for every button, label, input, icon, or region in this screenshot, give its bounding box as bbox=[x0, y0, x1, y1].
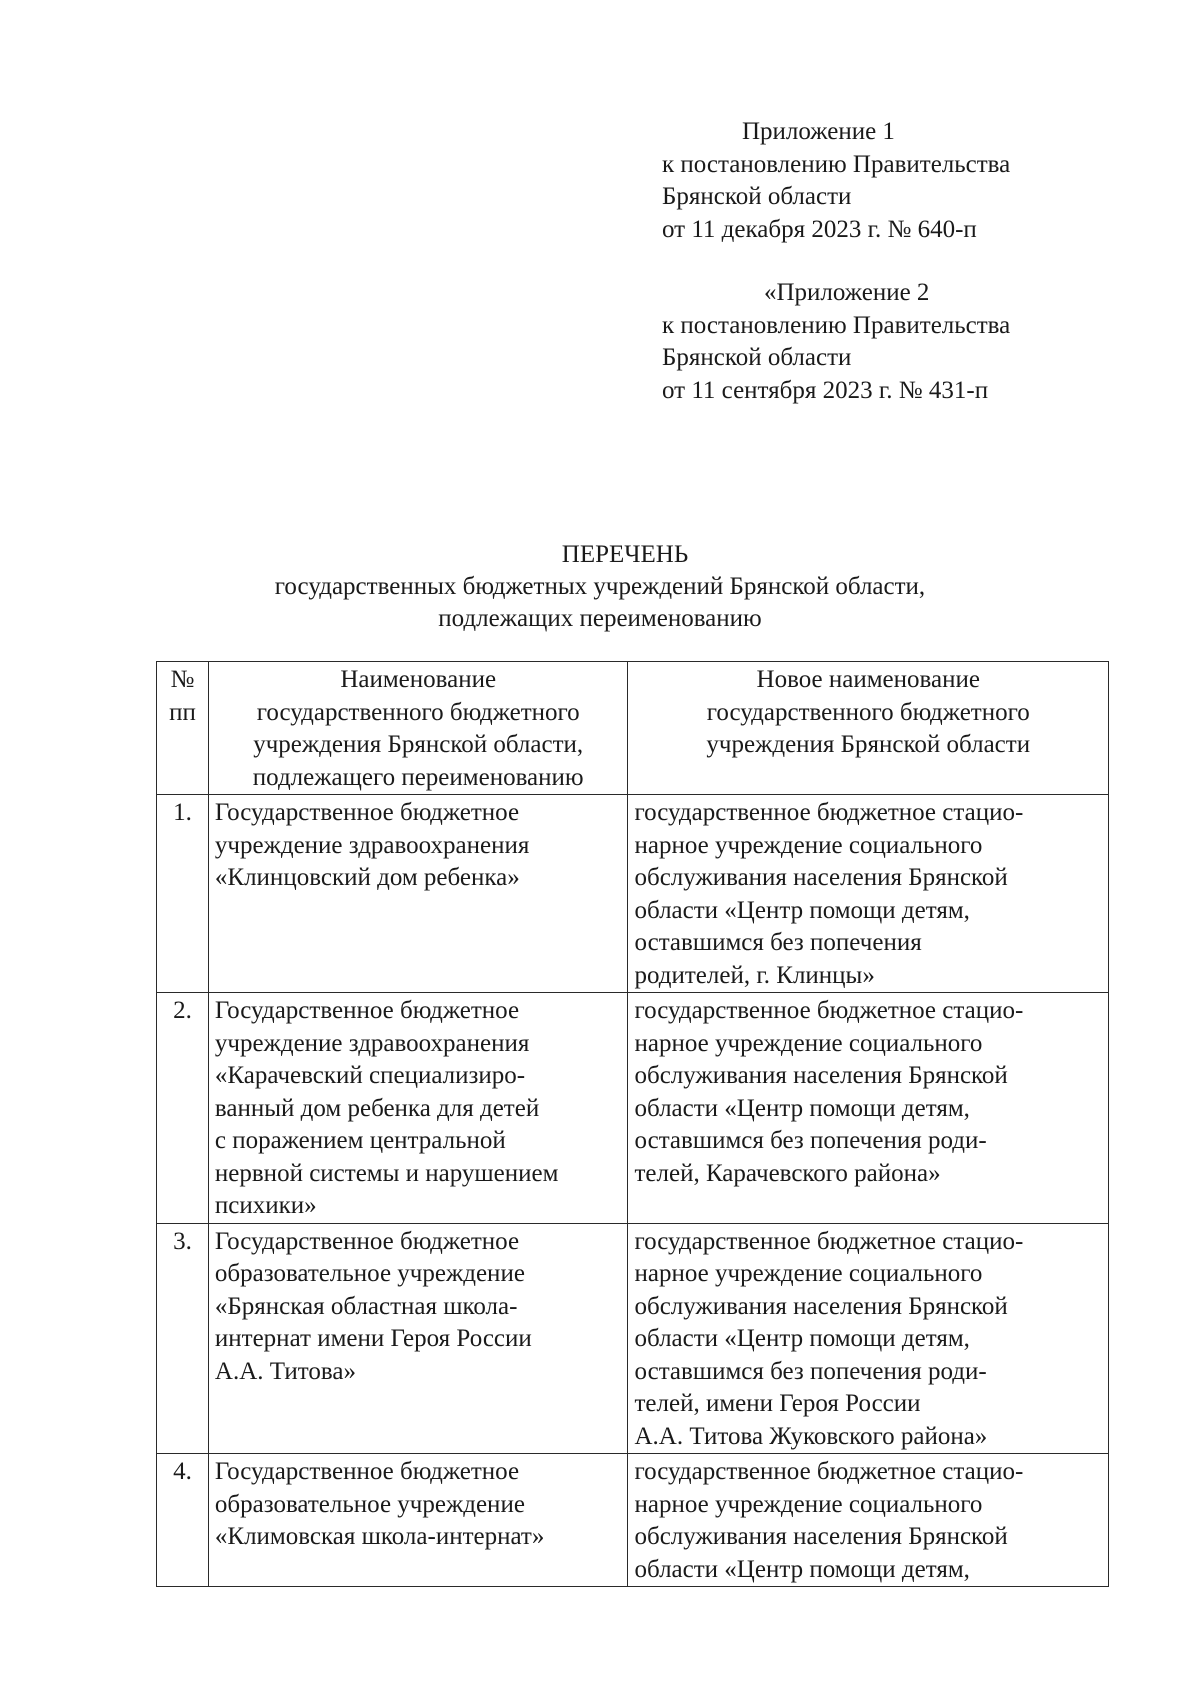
new-name-line: нарное учреждение социального bbox=[634, 1490, 983, 1518]
new-name-cell bbox=[628, 1223, 1109, 1454]
old-name-line: учреждение здравоохранения bbox=[214, 831, 530, 859]
appendix-2-line: Брянской области bbox=[662, 344, 852, 371]
old-name-line: с поражением центральной bbox=[214, 1127, 506, 1154]
new-name-line: обслуживания населения Брянской bbox=[634, 1292, 1008, 1320]
appendix-2-heading: «Приложение 2 bbox=[764, 279, 930, 306]
new-name-line: области «Центр помощи детям, bbox=[634, 1555, 970, 1583]
new-name-line: области «Центр помощи детям, bbox=[634, 1094, 970, 1122]
table-row bbox=[157, 993, 1109, 1224]
old-name-line: образовательное учреждение bbox=[214, 1490, 525, 1518]
appendix-2-block bbox=[662, 277, 1010, 407]
new-name-line: области «Центр помощи детям, bbox=[634, 896, 970, 924]
new-name-line: А.А. Титова Жуковского района» bbox=[634, 1422, 988, 1450]
header-old-name bbox=[208, 662, 628, 795]
row-number: 4. bbox=[157, 1454, 209, 1587]
old-name-line: нервной системы и нарушением bbox=[214, 1159, 559, 1187]
header-new-name-line: Новое наименование bbox=[756, 666, 980, 693]
table-row bbox=[157, 1223, 1109, 1454]
new-name-line: обслуживания населения Брянской bbox=[634, 1523, 1008, 1550]
old-name-line: психики» bbox=[214, 1192, 317, 1219]
document-subtitle-line: государственных бюджетных учреждений Брянской области, bbox=[274, 573, 926, 600]
header-old-name-line: учреждения Брянской области, bbox=[253, 731, 584, 758]
document-title-block bbox=[0, 539, 1200, 635]
new-name-line: нарное учреждение социального bbox=[634, 831, 983, 859]
old-name-line: «Брянская областная школа- bbox=[214, 1292, 518, 1320]
header-new-name bbox=[628, 662, 1109, 795]
old-name-line: ванный дом ребенка для детей bbox=[214, 1094, 540, 1122]
table-row bbox=[157, 1454, 1109, 1587]
new-name-line: телей, имени Героя России bbox=[634, 1390, 921, 1417]
header-num bbox=[157, 662, 209, 795]
new-name-line: обслуживания населения Брянской bbox=[634, 1062, 1008, 1089]
old-name-cell bbox=[208, 1454, 628, 1587]
row-number: 2. bbox=[157, 993, 209, 1224]
new-name-line: оставшимся без попечения роди- bbox=[634, 1127, 987, 1154]
appendix-1-block bbox=[662, 116, 1010, 246]
new-name-line: области «Центр помощи детям, bbox=[634, 1325, 970, 1352]
old-name-line: «Карачевский специализиро- bbox=[214, 1062, 526, 1089]
new-name-line: родителей, г. Клинцы» bbox=[634, 961, 875, 989]
new-name-line: нарное учреждение социального bbox=[634, 1260, 983, 1287]
new-name-line: оставшимся без попечения bbox=[634, 929, 922, 956]
appendix-1-line: к постановлению Правительства bbox=[662, 150, 1011, 178]
table-header-row bbox=[157, 662, 1109, 795]
old-name-line: учреждение здравоохранения bbox=[214, 1029, 530, 1057]
old-name-line: А.А. Титова» bbox=[214, 1357, 356, 1385]
new-name-cell bbox=[628, 993, 1109, 1224]
new-name-line: обслуживания населения Брянской bbox=[634, 864, 1008, 891]
new-name-line: оставшимся без попечения роди- bbox=[634, 1357, 987, 1385]
row-number: 3. bbox=[157, 1223, 209, 1454]
old-name-cell bbox=[208, 795, 628, 993]
new-name-line: государственное бюджетное стацио- bbox=[634, 1227, 1024, 1255]
header-num-line: № bbox=[170, 666, 195, 693]
header-old-name-line: государственного бюджетного bbox=[256, 698, 580, 726]
appendix-1-line: от 11 декабря 2023 г. № 640-п bbox=[662, 215, 977, 243]
old-name-line: Государственное бюджетное bbox=[214, 1227, 520, 1255]
institutions-table bbox=[156, 661, 1109, 1587]
old-name-cell bbox=[208, 993, 628, 1224]
old-name-line: Государственное бюджетное bbox=[214, 799, 520, 826]
document-title: ПЕРЕЧЕНЬ bbox=[561, 541, 689, 568]
old-name-line: «Климовская школа-интернат» bbox=[214, 1523, 545, 1550]
appendix-2-line: от 11 сентября 2023 г. № 431-п bbox=[662, 376, 989, 404]
old-name-line: Государственное бюджетное bbox=[214, 997, 520, 1024]
new-name-cell bbox=[628, 1454, 1109, 1587]
old-name-cell bbox=[208, 1223, 628, 1454]
new-name-line: государственное бюджетное стацио- bbox=[634, 997, 1024, 1024]
appendix-2-line: к постановлению Правительства bbox=[662, 311, 1011, 339]
old-name-line: образовательное учреждение bbox=[214, 1260, 525, 1287]
header-num-line: пп bbox=[169, 698, 196, 726]
document-subtitle-line: подлежащих переименованию bbox=[438, 605, 762, 632]
table-row bbox=[157, 795, 1109, 993]
header-old-name-line: Наименование bbox=[340, 666, 497, 693]
row-number: 1. bbox=[157, 795, 209, 993]
new-name-line: нарное учреждение социального bbox=[634, 1029, 983, 1057]
new-name-line: государственное бюджетное стацио- bbox=[634, 1458, 1024, 1485]
old-name-line: «Клинцовский дом ребенка» bbox=[214, 864, 520, 891]
new-name-cell bbox=[628, 795, 1109, 993]
appendix-1-heading: Приложение 1 bbox=[742, 118, 895, 145]
appendix-1-line: Брянской области bbox=[662, 183, 852, 210]
new-name-line: телей, Карачевского района» bbox=[634, 1159, 941, 1187]
old-name-line: интернат имени Героя России bbox=[214, 1325, 532, 1352]
new-name-line: государственное бюджетное стацио- bbox=[634, 799, 1024, 826]
header-new-name-line: учреждения Брянской области bbox=[706, 731, 1031, 758]
old-name-line: Государственное бюджетное bbox=[214, 1458, 520, 1485]
header-new-name-line: государственного бюджетного bbox=[706, 698, 1030, 726]
header-old-name-line: подлежащего переименованию bbox=[252, 763, 584, 791]
